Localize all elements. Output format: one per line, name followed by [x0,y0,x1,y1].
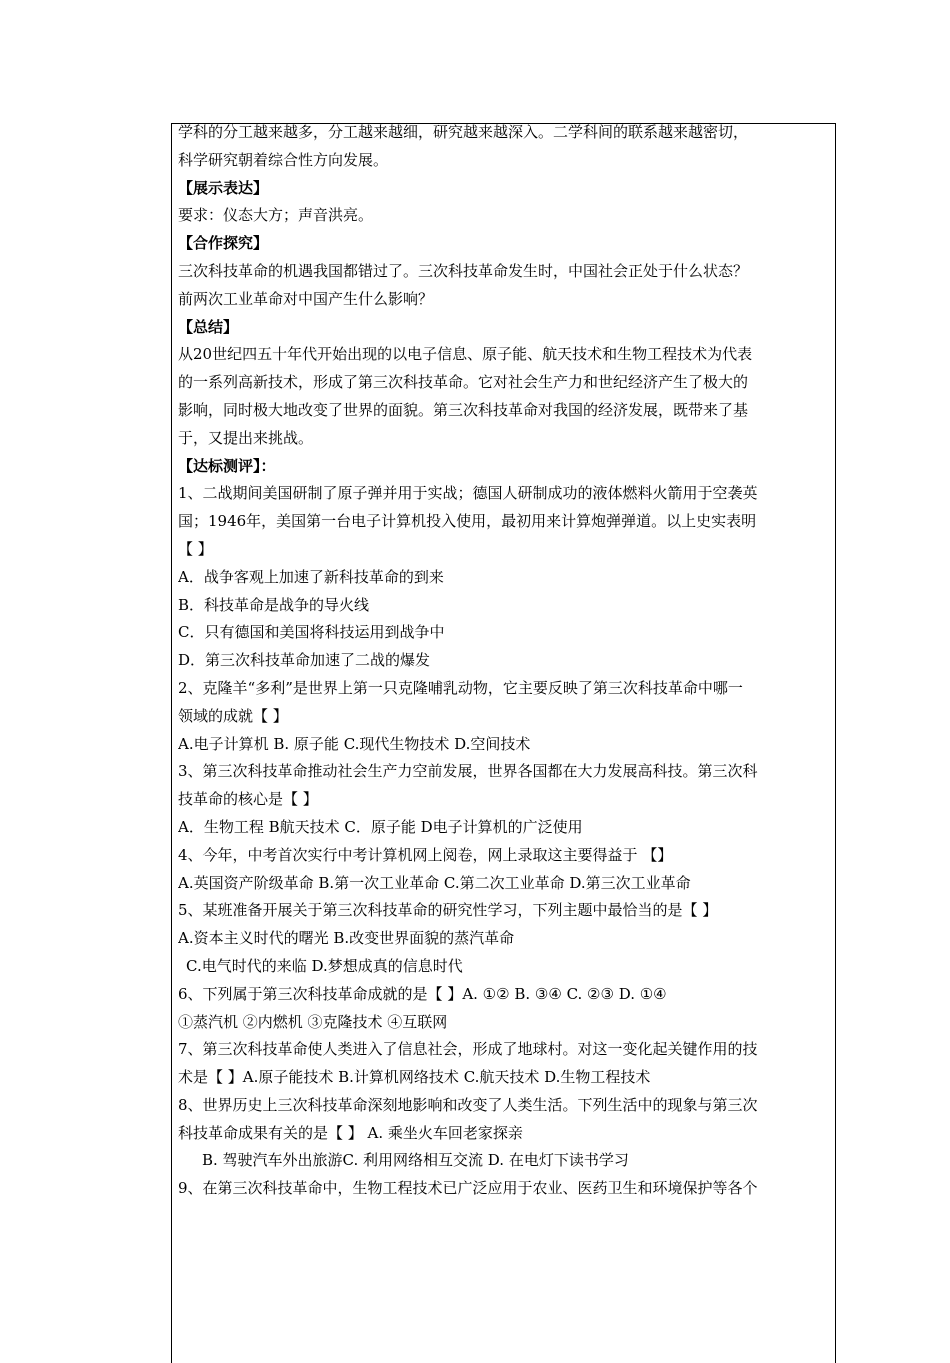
section-heading: 【展示表达】 [178,178,269,197]
section-heading: 【合作探究】 [178,234,269,253]
text-line: 国；1946年，美国第一台电子计算机投入使用，最初用来计算炮弹弹道。以上史实表明 [178,512,757,531]
document-body [178,119,830,1203]
text-line: 8、世界历史上三次科技革命深刻地影响和改变了人类生活。下列生活中的现象与第三次 [178,1095,758,1114]
text-line: 的一系列高新技术，形成了第三次科技革命。它对社会生产力和世纪经济产生了极大的 [178,373,749,392]
section-heading: 【总结】 [178,317,239,336]
text-line: A．战争客观上加速了新科技革命的到来 [178,567,444,586]
text-line: 6、下列属于第三次科技革命成就的是【 】A. ①② B. ③④ C. ②③ D. ①④ [178,984,667,1003]
text-line: 2、克隆羊“多利”是世界上第一只克隆哺乳动物，它主要反映了第三次科技革命中哪一 [178,678,743,697]
text-line: 技革命的核心是【 】 [178,790,318,809]
text-line: 7、第三次科技革命使人类进入了信息社会，形成了地球村。对这一变化起关键作用的技 [178,1040,758,1059]
text-line: ①蒸汽机 ②内燃机 ③克隆技术 ④互联网 [178,1012,448,1031]
text-line: 3、第三次科技革命推动社会生产力空前发展，世界各国都在大力发展高科技。第三次科 [178,762,758,781]
text-line: A.资本主义时代的曙光 B.改变世界面貌的蒸汽革命 [178,929,515,948]
text-line: A.英国资产阶级革命 B.第一次工业革命 C.第二次工业革命 D.第三次工业革命 [178,873,691,892]
text-line: 术是【 】A.原子能技术 B.计算机网络技术 C.航天技术 D.生物工程技术 [178,1068,651,1087]
text-line: 从20世纪四五十年代开始出现的以电子信息、原子能、航天技术和生物工程技术为代表 [178,345,753,364]
text-line: 学科的分工越来越多，分工越来越细，研究越来越深入。二学科间的联系越来越密切， [178,123,749,141]
text-line: A．生物工程 B航天技术 C．原子能 D电子计算机的广泛使用 [178,817,583,836]
text-line: 影响，同时极大地改变了世界的面貌。第三次科技革命对我国的经济发展，既带来了基 [178,400,749,419]
text-line: D．第三次科技革命加速了二战的爆发 [178,651,431,670]
text-line: 三次科技革命的机遇我国都错过了。三次科技革命发生时，中国社会正处于什么状态？ [178,261,749,280]
text-line: B．科技革命是战争的导火线 [178,595,370,614]
text-line: C．只有德国和美国将科技运用到战争中 [178,623,445,642]
text-line: 4、今年，中考首次实行中考计算机网上阅卷，网上录取这主要得益于 【】 [178,845,673,864]
text-line: 5、某班准备开展关于第三次科技革命的研究性学习，下列主题中最恰当的是【 】 [178,901,718,920]
text-line: 1、二战期间美国研制了原子弹并用于实战；德国人研制成功的液体燃料火箭用于空袭英 [178,484,758,503]
text-line: 9、在第三次科技革命中，生物工程技术已广泛应用于农业、医药卫生和环境保护等各个 [178,1179,758,1198]
text-line: 前两次工业革命对中国产生什么影响？ [178,289,434,308]
text-line: 要求：仪态大方；声音洪亮。 [178,206,374,225]
text-line: 科技革命成果有关的是【 】 A. 乘坐火车回老家探亲 [178,1123,523,1142]
text-line: 科学研究朝着综合性方向发展。 [178,150,389,169]
text-line: 领域的成就【 】 [178,706,288,725]
section-heading: 【达标测评】： [178,456,276,475]
text-line: B. 驾驶汽车外出旅游C. 利用网络相互交流 D. 在电灯下读书学习 [202,1151,629,1170]
text-line: A.电子计算机 B. 原子能 C.现代生物技术 D.空间技术 [178,734,531,753]
text-line: 于，又提出来挑战。 [178,428,314,447]
text-line: 【 】 [178,539,213,558]
text-line: C.电气时代的来临 D.梦想成真的信息时代 [186,956,463,975]
